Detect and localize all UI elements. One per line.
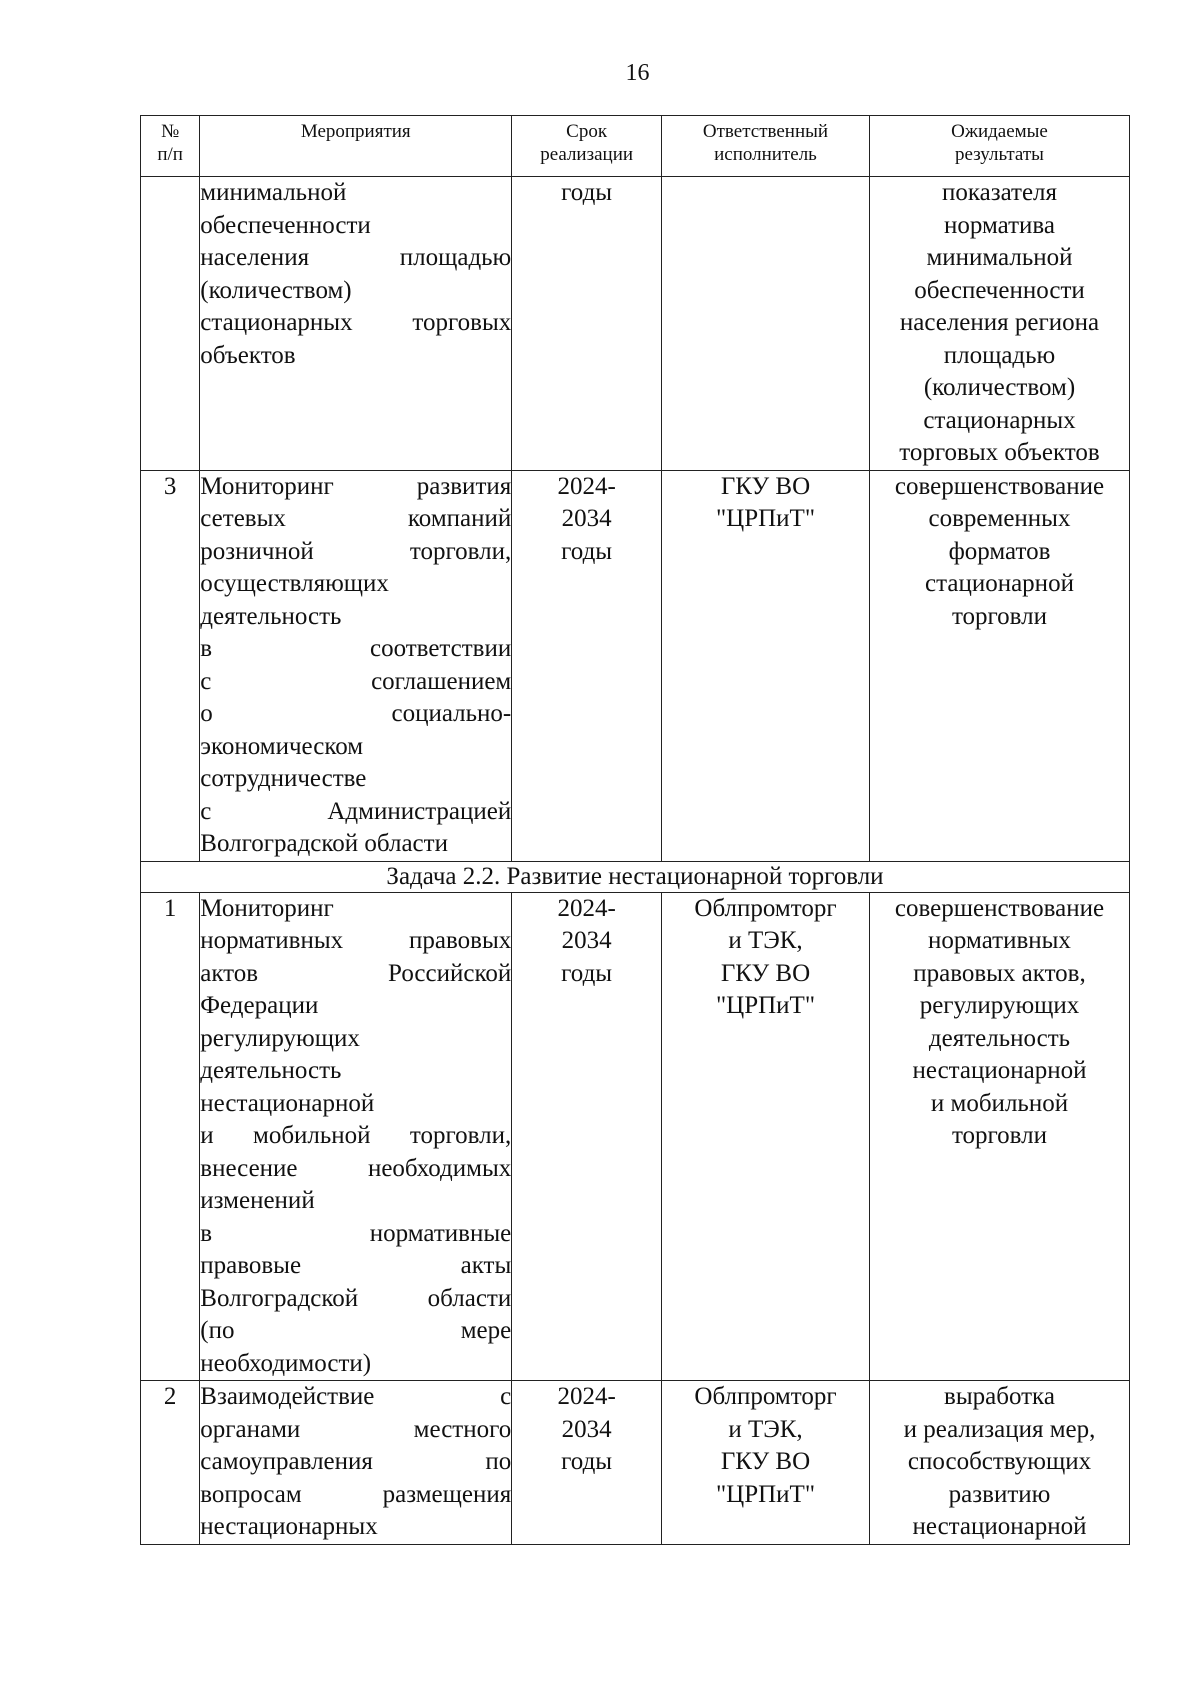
- row-responsible: Облпромторг и ТЭК, ГКУ ВО "ЦРПиТ": [662, 892, 870, 1381]
- row-events: [200, 892, 512, 1381]
- table-row: [141, 177, 1130, 471]
- event-text-line: Федерации: [200, 992, 319, 1019]
- event-text-line: нестационарных: [200, 1513, 378, 1540]
- event-text-line: в нормативные: [200, 1219, 512, 1247]
- event-text-line: необходимости): [200, 1349, 372, 1377]
- row-period: 2024- 2034 годы: [512, 470, 662, 861]
- event-text-line: актов Российской: [200, 959, 512, 987]
- row-events: [200, 177, 512, 471]
- row-results: совершенствование современных форматов стационарной торговли: [869, 470, 1129, 861]
- event-text-line: экономическом: [200, 732, 364, 760]
- event-text-line: и мобильной торговли,: [200, 1122, 512, 1149]
- event-text-line: нормативных правовых: [200, 927, 512, 954]
- row-period: 2024- 2034 годы: [512, 1381, 662, 1545]
- plan-table: [140, 115, 1130, 1545]
- row-responsible: [662, 177, 870, 471]
- event-text-line: в соответствии: [200, 635, 512, 662]
- event-text-line: нестационарной: [200, 1089, 375, 1117]
- event-text-line: обеспеченности: [200, 211, 371, 239]
- event-text-line: осуществляющих: [200, 570, 389, 597]
- task-title: Задача 2.2. Развитие нестационарной торговли: [141, 861, 1130, 892]
- row-responsible: Облпромторг и ТЭК, ГКУ ВО "ЦРПиТ": [662, 1381, 870, 1545]
- event-text-line: сотрудничестве: [200, 765, 367, 792]
- event-text-line: Волгоградской области: [200, 1284, 512, 1312]
- event-text-line: сетевых компаний: [200, 505, 512, 532]
- row-events: [200, 470, 512, 861]
- event-text-line: регулирующих: [200, 1024, 360, 1052]
- page-number: 16: [625, 60, 650, 86]
- header-events: Мероприятия: [200, 116, 512, 177]
- event-text-line: деятельность: [200, 1057, 342, 1084]
- row-responsible: ГКУ ВО "ЦРПиТ": [662, 470, 870, 861]
- event-text-line: изменений: [200, 1187, 315, 1214]
- event-text-line: населения площадью: [200, 244, 512, 271]
- event-text-line: органами местного: [200, 1415, 512, 1443]
- row-num: 1: [141, 892, 200, 1381]
- row-results: выработка и реализация мер, способствующих развитию нестационарной: [869, 1381, 1129, 1545]
- event-text-line: Волгоградской области: [200, 830, 448, 857]
- task-heading-row: [141, 861, 1130, 892]
- table-header-row: [141, 116, 1130, 177]
- table-row: [141, 470, 1130, 861]
- row-num: 2: [141, 1381, 200, 1545]
- row-period: годы: [512, 177, 662, 471]
- row-results: совершенствование нормативных правовых актов, регулирующих деятельность нестационарной и мобильной торговли: [869, 892, 1129, 1381]
- event-text-line: объектов: [200, 341, 296, 369]
- event-text-line: (по мере: [200, 1317, 512, 1344]
- event-text-line: о социально-: [200, 700, 512, 727]
- event-text-line: минимальной: [200, 179, 347, 206]
- event-text-line: стационарных торговых: [200, 309, 512, 336]
- event-text-line: Мониторинг: [200, 894, 334, 922]
- event-text-line: внесение необходимых: [200, 1154, 512, 1182]
- event-text-line: (количеством): [200, 276, 352, 304]
- header-results: Ожидаемые результаты: [869, 116, 1129, 177]
- row-num: [141, 177, 200, 471]
- header-responsible: Ответственный исполнитель: [662, 116, 870, 177]
- table-row: [141, 892, 1130, 1381]
- row-events: [200, 1381, 512, 1545]
- event-text-line: вопросам размещения: [200, 1480, 512, 1508]
- event-text-line: деятельность: [200, 602, 342, 630]
- row-period: 2024- 2034 годы: [512, 892, 662, 1381]
- event-text-line: с соглашением: [200, 667, 512, 695]
- event-text-line: Мониторинг развития: [200, 472, 512, 500]
- event-text-line: правовые акты: [200, 1252, 512, 1279]
- event-text-line: самоуправления по: [200, 1448, 512, 1475]
- event-text-line: Взаимодействие с: [200, 1383, 512, 1410]
- table-row: [141, 1381, 1130, 1545]
- header-num: № п/п: [141, 116, 200, 177]
- header-period: Срок реализации: [512, 116, 662, 177]
- row-num: 3: [141, 470, 200, 861]
- row-results: показателя норматива минимальной обеспеченности населения региона площадью (количеством) стационарных торговых объектов: [869, 177, 1129, 471]
- event-text-line: розничной торговли,: [200, 537, 512, 565]
- event-text-line: с Администрацией: [200, 797, 512, 825]
